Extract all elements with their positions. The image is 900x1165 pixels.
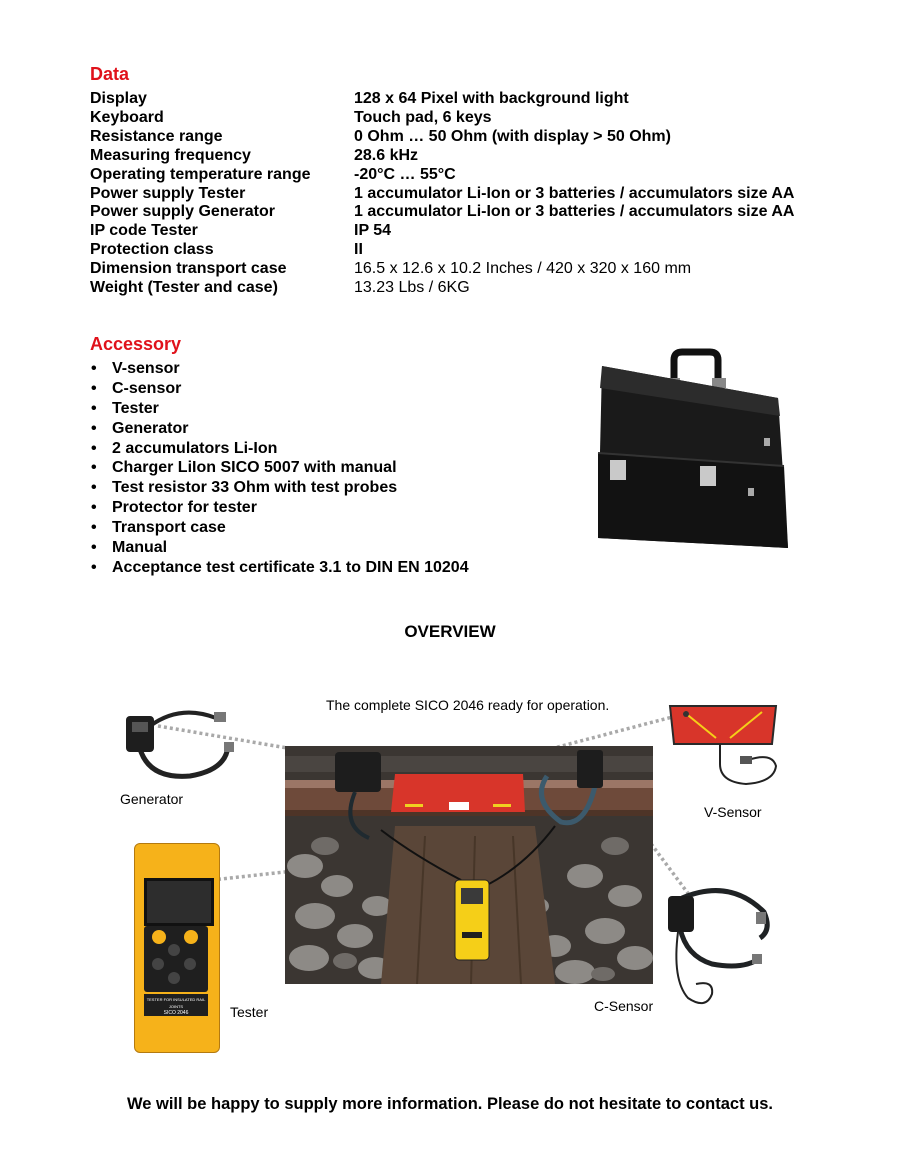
list-item: • Protector for tester (90, 498, 469, 518)
spec-value: 0 Ohm … 50 Ohm (with display > 50 Ohm) (354, 128, 671, 145)
list-item: • V-sensor (90, 359, 469, 379)
tester-keypad (144, 926, 208, 992)
key-icon (168, 944, 180, 956)
spec-value: 128 x 64 Pixel with background light (354, 90, 629, 107)
list-item: • Manual (90, 538, 469, 558)
accessory-section-title: Accessory (90, 334, 182, 354)
spec-value: 28.6 kHz (354, 147, 419, 164)
list-item: • Generator (90, 419, 469, 439)
spec-label: Resistance range (90, 128, 223, 145)
key-icon (184, 958, 196, 970)
spec-label: Power supply Generator (90, 203, 275, 220)
v-sensor-image (664, 702, 782, 798)
spec-label: IP code Tester (90, 222, 198, 239)
spec-value: Touch pad, 6 keys (354, 109, 492, 126)
tester-label-text: TESTER FOR INSULATED RAIL JOINTS (146, 997, 206, 1009)
overview-photo (285, 746, 653, 984)
tester-screen (144, 878, 214, 926)
list-item: • Tester (90, 399, 469, 419)
tester-label: Tester (230, 1004, 269, 1020)
key-icon (152, 930, 166, 944)
list-item: • C-sensor (90, 379, 469, 399)
spec-label: Protection class (90, 241, 214, 258)
c-sensor-label: C-Sensor (594, 998, 654, 1014)
spec-value: 1 accumulator Li-Ion or 3 batteries / accumulators size AA (354, 203, 795, 220)
spec-value: 13.23 Lbs / 6KG (354, 279, 470, 296)
spec-label: Power supply Tester (90, 185, 246, 202)
spec-value: 16.5 x 12.6 x 10.2 Inches / 420 x 320 x 160 mm (354, 260, 692, 277)
overview-title: OVERVIEW (404, 622, 496, 641)
key-icon (152, 958, 164, 970)
list-item: • Transport case (90, 518, 469, 538)
spec-label: Measuring frequency (90, 147, 251, 164)
data-section-title: Data (90, 64, 130, 84)
spec-value: -20°C … 55°C (354, 166, 456, 183)
key-icon (168, 972, 180, 984)
v-sensor-label: V-Sensor (704, 804, 762, 820)
list-item: • Acceptance test certificate 3.1 to DIN EN 10204 (90, 558, 469, 578)
spec-label: Weight (Tester and case) (90, 279, 278, 296)
contact-footer: We will be happy to supply more information. Please do not hesitate to contact us. (126, 1095, 774, 1113)
list-item: • Charger LiIon SICO 5007 with manual (90, 458, 469, 478)
spec-value: IP 54 (354, 222, 392, 239)
overview-caption: The complete SICO 2046 ready for operation. (326, 697, 610, 713)
spec-label: Keyboard (90, 109, 164, 126)
tester-model-text: SICO 2046 (163, 1010, 189, 1016)
key-icon (184, 930, 198, 944)
spec-value: II (354, 241, 363, 258)
c-sensor-image (660, 884, 778, 1012)
list-item: • Test resistor 33 Ohm with test probes (90, 478, 469, 498)
tester-label-plate (144, 994, 208, 1016)
spec-label: Display (90, 90, 147, 107)
spec-label: Dimension transport case (90, 260, 287, 277)
spec-label: Operating temperature range (90, 166, 311, 183)
generator-label: Generator (120, 791, 184, 807)
spec-value: 1 accumulator Li-Ion or 3 batteries / accumulators size AA (354, 185, 795, 202)
list-item: • 2 accumulators Li-Ion (90, 439, 469, 459)
generator-image (120, 706, 240, 786)
